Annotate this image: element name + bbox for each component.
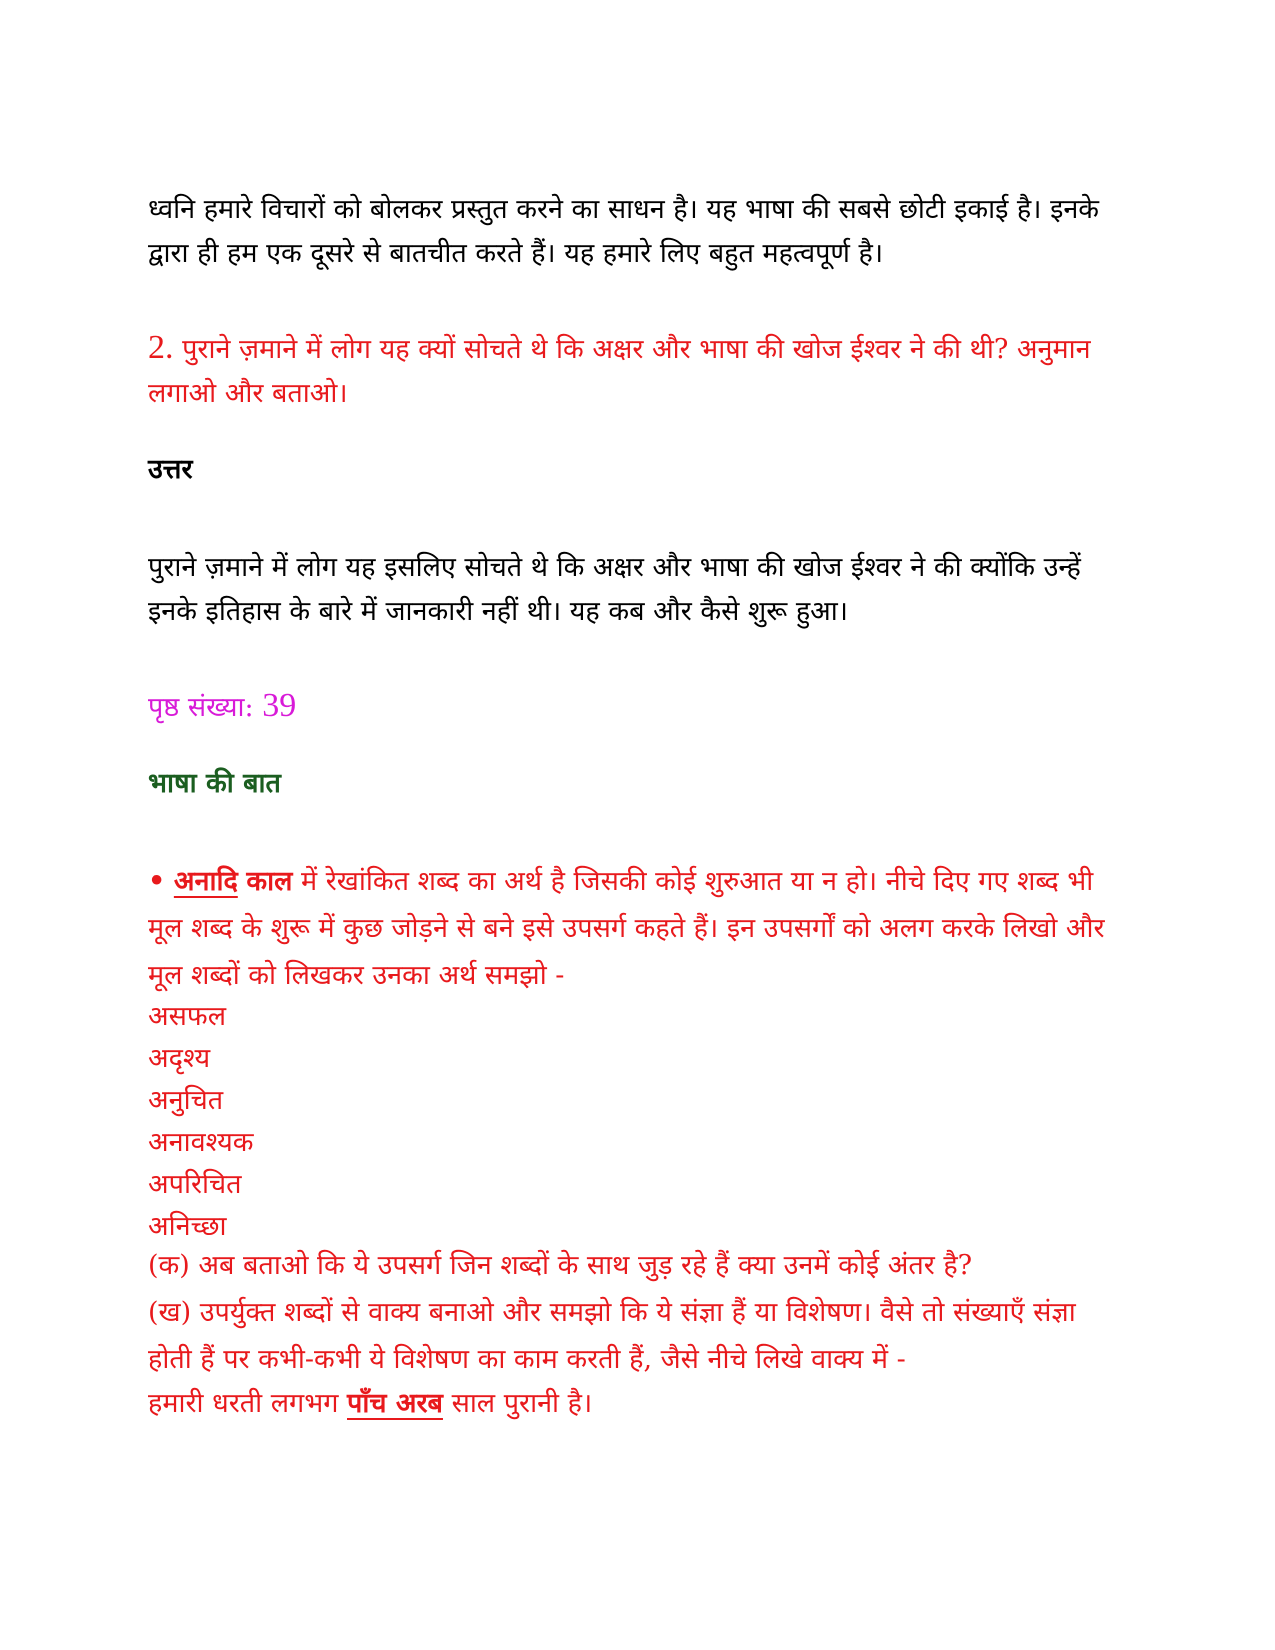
list-item: अनिच्छा: [148, 1211, 227, 1242]
list-item: असफल: [148, 1001, 227, 1032]
question-text: पुराने ज़माने में लोग यह क्यों सोचते थे कि अक्षर और भाषा की खोज ईश्वर ने की थी? अनुमान लगाओ और बताओ।: [148, 334, 1091, 409]
bold-word: काल: [246, 866, 293, 897]
answer-paragraph-2: पुराने ज़माने में लोग यह इसलिए सोचते थे कि अक्षर और भाषा की खोज ईश्वर ने की क्योंकि उन्हें इनके इतिहास के बारे में जानकारी नहीं थी। यह कब और कैसे शुरू हुआ।: [148, 552, 1081, 627]
question-ka: (क) अब बताओ कि ये उपसर्ग जिन शब्दों के साथ जुड़ रहे हैं क्या उनमें कोई अंतर है?: [148, 1250, 973, 1281]
answer-heading: उत्तर: [148, 454, 193, 485]
question-kha: (ख) उपर्युक्त शब्दों से वाक्य बनाओ और समझो कि ये संज्ञा हैं या विशेषण। वैसे तो संख्याएँ संज्ञा होती हैं पर कभी-कभी ये विशेषण का काम करती हैं, जैसे नीचे लिखे वाक्य में -: [148, 1297, 1076, 1375]
bullet-icon: •: [148, 866, 166, 897]
instruction-text: में रेखांकित शब्द का अर्थ है जिसकी कोई शुरुआत या न हो। नीचे दिए गए शब्द भी मूल शब्द के शुरू में कुछ जोड़ने से बने इसे उपसर्ग कहते हैं। इन उपसर्गों को अलग करके लिखो और मूल शब्दों को लिखकर उनका अर्थ समझो -: [148, 866, 1105, 991]
example-sentence: [148, 1382, 1128, 1426]
list-item: अनावश्यक: [148, 1127, 254, 1158]
example-prefix: हमारी धरती लगभग: [148, 1388, 339, 1419]
sub-questions: [148, 1242, 1128, 1383]
question-number: 2.: [148, 329, 174, 366]
example-suffix: साल पुरानी है।: [451, 1388, 593, 1419]
word-list: [148, 996, 1128, 1248]
list-item: अनुचित: [148, 1085, 224, 1116]
example-underlined: पाँच अरब: [347, 1388, 443, 1419]
list-item: अदृश्य: [148, 1043, 211, 1074]
section-heading: भाषा की बात: [148, 768, 281, 799]
answer-paragraph-1: ध्वनि हमारे विचारों को बोलकर प्रस्तुत करने का साधन है। यह भाषा की सबसे छोटी इकाई है। इनके द्वारा ही हम एक दूसरे से बातचीत करते हैं। यह हमारे लिए बहुत महत्वपूर्ण है।: [148, 194, 1100, 269]
page-number-label: पृष्ठ संख्या:: [148, 692, 254, 723]
underlined-word: अनादि: [173, 866, 238, 897]
page-number-value: 39: [262, 687, 297, 724]
question-2: [148, 326, 1128, 416]
list-item: अपरिचित: [148, 1169, 242, 1200]
exercise-instruction: [148, 858, 1128, 999]
page-number: [148, 684, 1128, 730]
